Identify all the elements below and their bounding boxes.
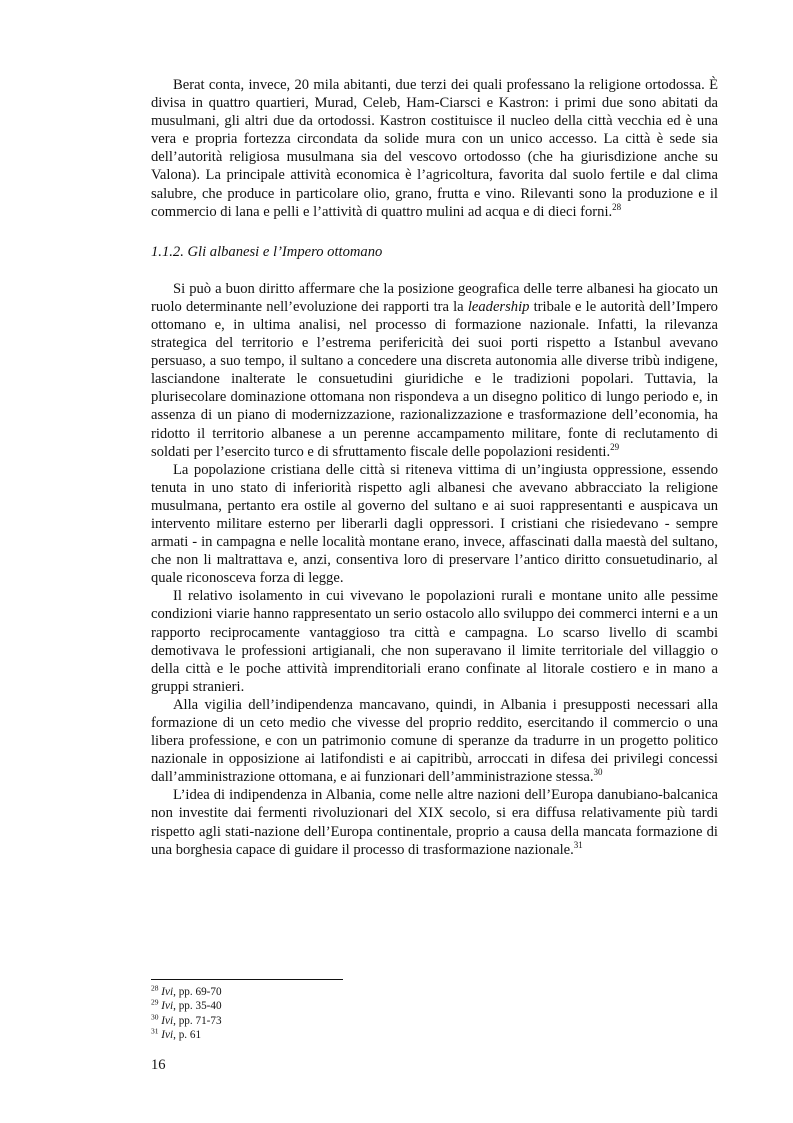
footnote-text: , p. 61 [173,1028,202,1041]
paragraph [151,786,718,858]
text-run: L’idea di indipendenza in Albania, come nelle altre nazioni dell’Europa danubiano-balcanica non investite dai fermenti rivoluzionari del XIX secolo, si era diffusa relativamente più tardi rispetto agli stati-nazione dell’Europa continentale, proprio a causa della mancata formazione di una borghesia capace di guidare il processo di trasformazione nazionale. [151,787,718,858]
footnote [151,999,718,1013]
text-run: La popolazione cristiana delle città si riteneva vittima di un’ingiusta oppressione, essendo tenuta in uno stato di inferiorità rispetto agli albanesi che avevano abbracciato la religione musulmana, pertanto era ostile al governo del sultano e ai suoi rappresentanti e auspicava un intervento militare esterno per liberarli dagli oppressori. I cristiani che risiedevano - sempre armati - in campagna e nelle località montane erano, invece, affascinati dalla maestà del sultano, che non li maltrattava e, anzi, consentiva loro di preservare l’antico diritto consuetudinario, al quale riconosceva forza di legge. [151,461,718,587]
footnote-ref-mark: 30 [593,767,603,778]
text-run: Il relativo isolamento in cui vivevano le popolazioni rurali e montane unito alle pessime condizioni viarie hanno rappresentato un serio ostacolo allo sviluppo dei commerci interni e a un rapporto reciprocamente vantaggioso tra città e campagna. Lo scarso livello di scambi demotivava le professioni artigianali, che non superavano il limite territoriale del villaggio o della città e le poche attività imprenditoriali erano confinate al litorale costiero e in mano a gruppi stranieri. [151,588,718,695]
footnote-ref: Ivi [161,1028,174,1041]
footnote-number: 29 [151,997,159,1007]
footnote [151,1011,718,1028]
footnote-text: , pp. 35-40 [173,1000,222,1013]
footnotes [151,985,718,1042]
section-heading: 1.1.2. Gli albanesi e l’Impero ottomano [151,243,383,260]
text-run: Berat conta, invece, 20 mila abitanti, due terzi dei quali professano la religione ortodossa. È divisa in quattro quartieri, Murad, Celeb, Ham-Ciarsci e Kastron: i primi due sono abitati da musulmani, gli altri due da ortodossi. Kastron costituisce il nucleo della città vecchia ed è una vera e propria fortezza circondata da solide mura con un unico accesso. La città è sede sia dell’autorità religiosa musulmana sia del vescovo ortodosso (che ha giurisdizione anche su Valona). La principale attività economica è l’agricoltura, favorita dal suolo fertile e dal clima salubre, che produce in particolare olio, grano, frutta e vino. Rilevanti sono la produzione e il commercio di lana e pelli e l’attività di quattro mulini ad acqua e di dieci forni. [151,77,718,220]
footnote-ref: Ivi [161,1014,174,1027]
paragraph [151,696,718,786]
footnote-separator [151,979,343,980]
italic-term: leadership [467,298,530,315]
paragraph [151,461,718,588]
footnote-ref-mark: 28 [612,201,622,212]
paragraph [151,76,718,221]
footnote [151,1028,718,1042]
text-run: Alla vigilia dell’indipendenza mancavano, quindi, in Albania i presupposti necessari alla formazione di un ceto medio che vivesse del proprio reddito, esercitando il commercio o una libera professione, e con un patrimonio comune di speranze da tradurre in un progetto politico nazionale in opposizione ai latifondisti e ai capitribù, arroccati in difesa dei privilegi concessi dall’amministrazione ottomana, e ai funzionari dell’amministrazione stessa. [151,696,718,786]
footnote-ref: Ivi [161,986,174,998]
footnote-ref: Ivi [161,1000,174,1013]
footnote-text: , pp. 71-73 [173,1014,222,1027]
footnote-number: 31 [151,1026,159,1036]
page-body [151,76,718,859]
footnote-number: 30 [151,1011,159,1021]
footnote-number: 28 [151,983,159,993]
paragraph [151,280,718,461]
text-run: Si può a buon diritto affermare che la posizione geografica delle terre albanesi ha giocato un ruolo determinante nell’evoluzione dei rapporti tra la [151,280,718,315]
footnote-text: , pp. 69-70 [173,986,222,998]
footnote-ref-mark: 29 [610,441,620,452]
page-number: 16 [151,1057,166,1073]
text-run: tribale e le autorità dell’Impero ottomano e, in ultima analisi, nel processo di formazione nazionale. Infatti, la rilevanza strategica del territorio e l’estrema perifericità dei suoi porti rispetto a Istanbul avevano persuaso, a suo tempo, il sultano a concedere una discreta autonomia alle diverse tribù indigene, lasciandone inalterate le consuetudini giuridiche e le tradizioni popolari. Tuttavia, la plurisecolare dominazione ottomana non rispondeva a un disegno politico di lungo periodo e, in assenza di un piano di modernizzazione, razionalizzazione e trasformazione dell’economia, ha ridotto il territorio albanese a un perenne accampamento militare, fonte di reclutamento di soldati per l’esercito turco e di sfruttamento fiscale delle popolazioni residenti. [151,298,718,460]
paragraph [151,587,718,696]
footnote-ref-mark: 31 [573,839,583,850]
footnote [151,985,718,999]
